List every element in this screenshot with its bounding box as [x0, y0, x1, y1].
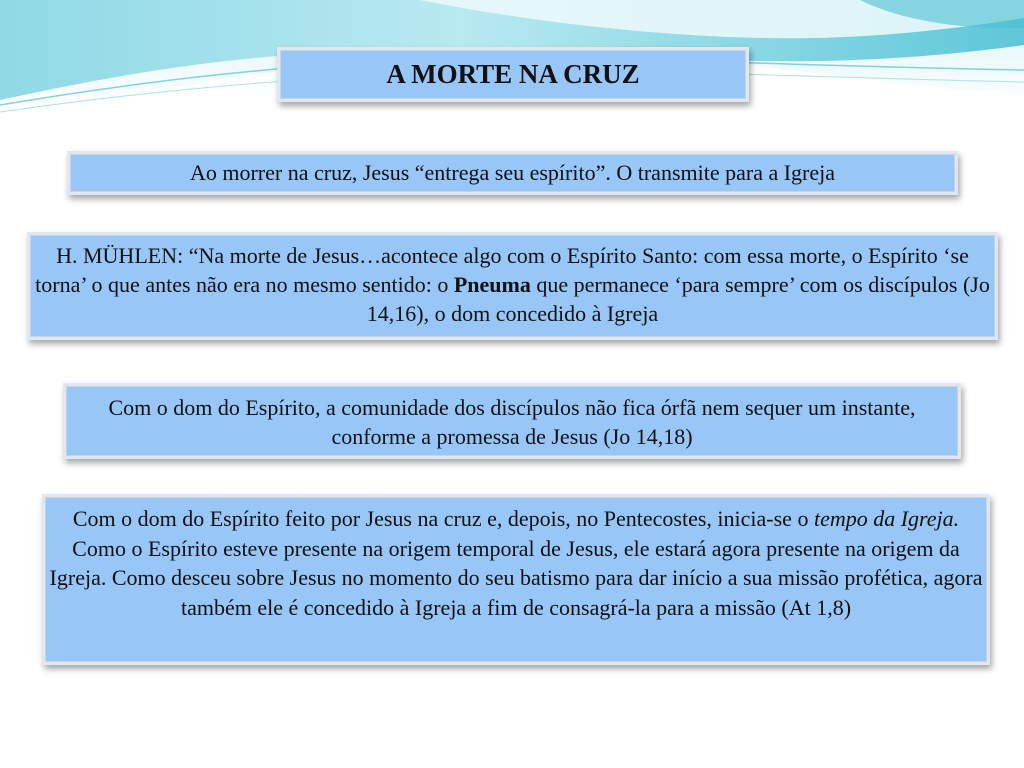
text-box-community [63, 383, 961, 459]
text-box-church-time [42, 494, 990, 665]
muhlen-quote-text: H. MÜHLEN: “Na morte de Jesus…acontece algo com o Espírito Santo: com essa morte, o Espírito ‘se torna’ o que antes não era no mesmo sentido: o [35, 243, 969, 297]
slide-title [277, 47, 749, 102]
text-box-cross [67, 151, 958, 195]
muhlen-quote-text-end: que permanece ‘para sempre’ com os discípulos (Jo 14,16), o dom concedido à Igreja [366, 272, 990, 326]
text-box-muhlen-quote [27, 232, 998, 340]
church-time-text: Com o dom do Espírito feito por Jesus na cruz e, depois, no Pentecostes, inicia-se o [72, 506, 814, 531]
slide-title-text: A MORTE NA CRUZ [386, 59, 640, 89]
pneuma-bold-word: Pneuma [453, 272, 531, 297]
text-box-cross-text: Ao morrer na cruz, Jesus “entrega seu espírito”. O transmite para a Igreja [189, 160, 836, 185]
church-time-text-end: Como o Espírito esteve presente na origem temporal de Jesus, ele estará agora presente na origem da Igreja. Como desceu sobre Jesus no momento do seu batismo para dar início a sua missão profética, agora também ele é concedido à Igreja a fim de consagrá-la para a missão (At 1,8) [49, 535, 983, 620]
text-box-community-text: Com o dom do Espírito, a comunidade dos discípulos não fica órfã nem sequer um instante, conforme a promessa de Jesus (Jo 14,18) [108, 395, 916, 449]
church-time-italic: tempo da Igreja. [813, 506, 960, 531]
